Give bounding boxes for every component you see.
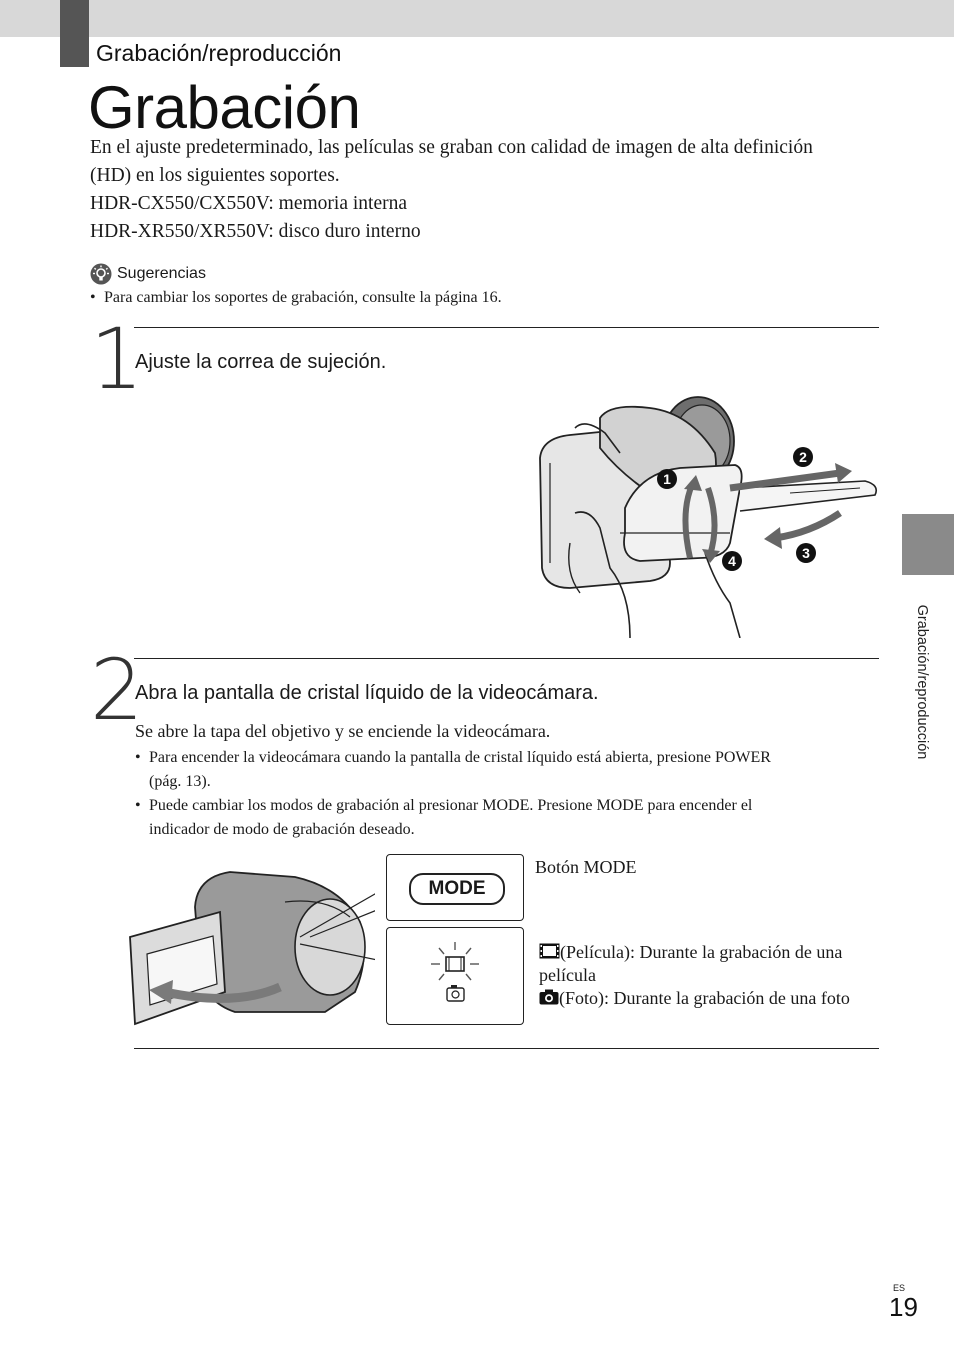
svg-text:1: 1 — [663, 471, 671, 487]
step2-description: Se abre la tapa del objetivo y se enciende la videocámara. — [135, 721, 551, 741]
mode-button-callout — [386, 854, 524, 921]
section-end-divider — [134, 1048, 879, 1049]
tips-bullet: • Para cambiar los soportes de grabación, consulte la página 16. — [90, 289, 502, 306]
svg-text:2: 2 — [799, 449, 807, 465]
lightbulb-icon — [89, 263, 113, 285]
section-header: Grabación/reproducción — [96, 40, 342, 66]
section-marker — [60, 0, 89, 67]
intro-line: (HD) en los siguientes soportes. — [90, 165, 340, 186]
callout-2 — [793, 447, 813, 467]
step2-bullet-2: • Puede cambiar los modos de grabación al presionar MODE. Presione MODE para encender el indicador de modo de grabación deseado. — [135, 794, 752, 842]
tips-bullet-text: Para cambiar los soportes de grabación, consulte la página 16. — [104, 289, 502, 306]
svg-text:4: 4 — [728, 553, 736, 569]
intro-line: HDR-XR550/XR550V: disco duro interno — [90, 221, 421, 242]
photo-lamp-icon — [447, 985, 464, 1001]
step2-bullet-1: • Para encender la videocámara cuando la pantalla de cristal líquido está abierta, presione POWER (pág. 13). — [135, 746, 771, 794]
step1-divider — [134, 327, 879, 328]
photo-mode-text: (Foto): Durante la grabación de una foto — [559, 988, 850, 1008]
camera-icon — [539, 989, 559, 1005]
mode-button: MODE — [409, 873, 505, 905]
camcorder-lcd-illustration — [125, 862, 375, 1030]
tips-heading — [89, 263, 206, 285]
intro-line: HDR-CX550/CX550V: memoria interna — [90, 193, 408, 214]
step2-number: 2 — [90, 641, 144, 739]
bullet-text: (pág. 13). — [149, 773, 211, 790]
tips-label: Sugerencias — [117, 265, 206, 282]
callout-4 — [722, 551, 742, 571]
step1-number: 1 — [90, 310, 144, 408]
intro-line: En el ajuste predeterminado, las películas se graban con calidad de imagen de alta definición — [90, 137, 813, 158]
mode-legend — [539, 941, 879, 1010]
grip-belt-illustration — [530, 393, 880, 638]
bullet-text: Puede cambiar los modos de grabación al presionar MODE. Presione MODE para encender el — [149, 797, 753, 814]
movie-lamp-icon — [431, 942, 479, 980]
step1-title: Ajuste la correa de sujeción. — [135, 351, 387, 373]
mode-indicator-callout — [386, 927, 524, 1025]
step2-divider — [134, 658, 879, 659]
callout-3 — [796, 543, 816, 563]
movie-icon — [539, 943, 560, 959]
callout-1 — [657, 469, 677, 489]
svg-text:3: 3 — [802, 545, 810, 561]
side-tab-label: Grabación/reproducción — [914, 604, 930, 760]
movie-mode-text-cont: película — [539, 965, 596, 985]
top-band — [0, 0, 954, 37]
language-code: ES — [893, 1283, 906, 1293]
page-number: 19 — [889, 1292, 918, 1322]
bullet-text: Para encender la videocámara cuando la pantalla de cristal líquido está abierta, presione POWER — [149, 749, 771, 766]
bullet-text: indicador de modo de grabación deseado. — [149, 821, 415, 838]
mode-button-caption: Botón MODE — [535, 857, 637, 877]
movie-mode-text: (Película): Durante la grabación de una — [560, 942, 843, 962]
page-title: Grabación — [88, 74, 361, 141]
step2-title: Abra la pantalla de cristal líquido de la videocámara. — [135, 682, 599, 704]
side-tab-marker — [902, 514, 954, 575]
mode-indicator-lamps — [387, 928, 523, 1024]
